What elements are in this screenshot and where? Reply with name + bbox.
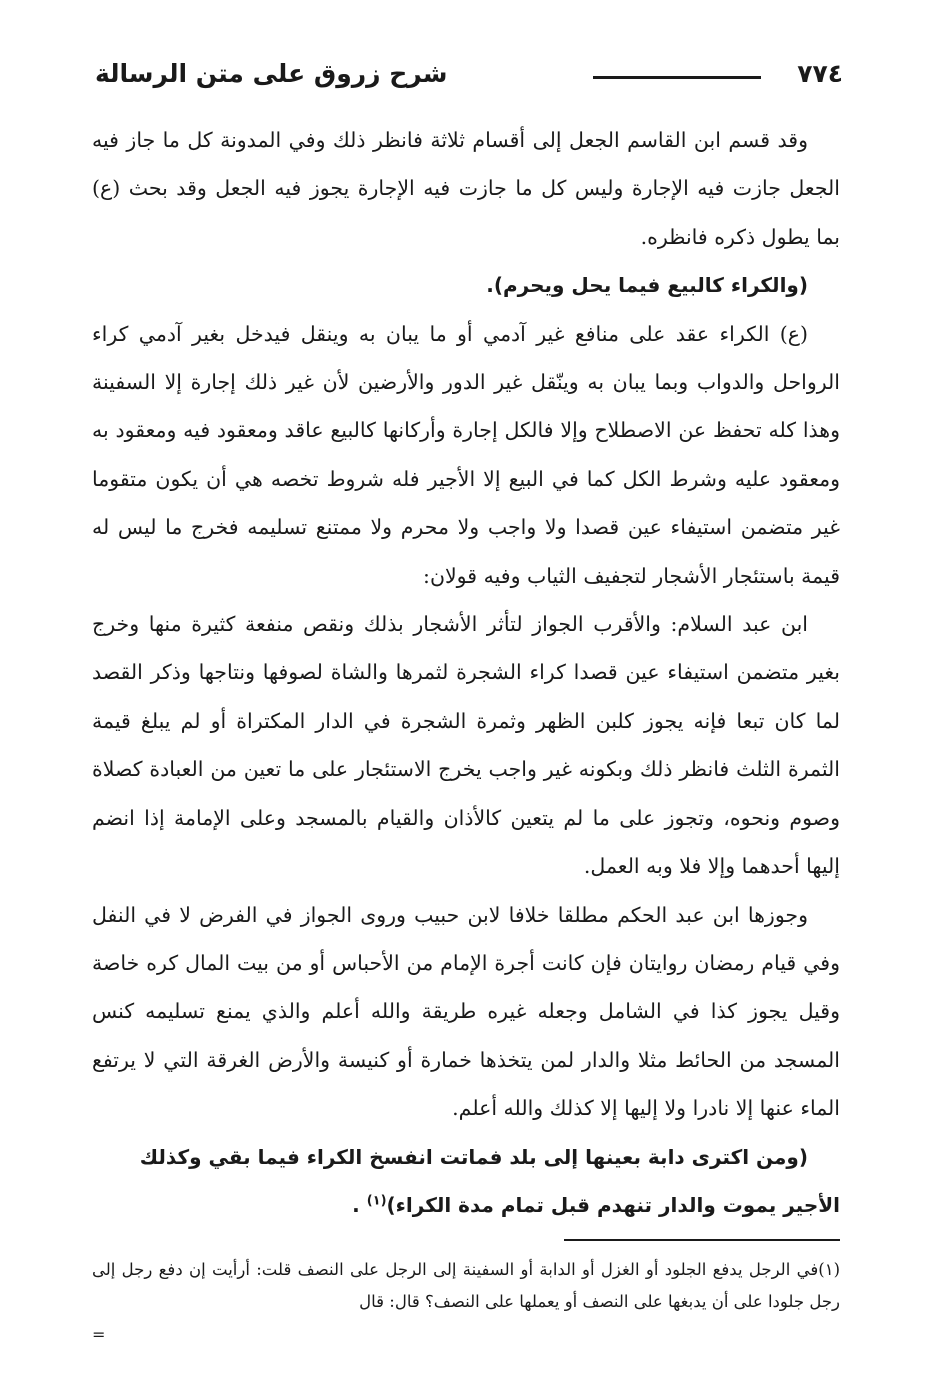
paragraph-3: ابن عبد السلام: والأقرب الجواز لتأثر الأشجار بذلك ونقص منفعة كثيرة منها وخرج بغير متضمن استيفاء عين قصدا كراء الشجرة لثمرها والشاة لصوفها ونتاجها وذكر القصد لما كان تبعا فإنه يجوز كلبن الظهر وثمرة الشجرة في الدار المكتراة أو لم يبلغ قيمة الثمرة الثلث فانظر ذلك وبكونه غير واجب يخرج الاستئجار على ما تعين من العبادة كصلاة وصوم ونحوه، وتجوز على ما لم يتعين كالأذان والقيام بالمسجد وعلى الإمامة إذا انضم إليها أحدهما وإلا فلا وبه العمل. [92,612,840,879]
footnote-reference: (١) [366,1193,387,1209]
matn-heading-2-text: (ومن اكترى دابة بعينها إلى بلد فماتت انفسخ الكراء فيما بقي وكذلك الأجير يموت والدار تنهدم قبل تمام مدة الكراء) [139,1144,840,1217]
matn-heading-2-end: . [352,1192,360,1217]
footnote-continuation-mark: = [92,1325,106,1344]
book-title: شرح زروق على متن الرسالة [95,59,448,88]
matn-heading-1: (والكراء كالبيع فيما يحل ويحرم). [486,273,808,298]
main-text [92,116,840,1229]
page-header [95,56,843,96]
footnote-1: (١)في الرجل يدفع الجلود أو الغزل أو الدابة أو السفينة إلى الرجل على النصف قلت: أرأيت إن دفع رجل إلى رجل جلودا على أن يدبغها على النصف أو يعملها على النصف؟ قال: قال [92,1260,840,1311]
paragraph-2: (ع) الكراء عقد على منافع غير آدمي أو ما يبان به وينقل فيدخل بغير آدمي كراء الرواحل والدواب وبما يبان به وينّقل غير الدور والأرضين لأن غير ذلك إجارة إلا السفينة وهذا كله تحفظ عن الاصطلاح وإلا فالكل إجارة وأركانها كالبيع عاقد ومعقود فيه ومعقود به ومعقود عليه وشرط الكل كما في البيع إلا الأجير فله شروط تخصه هي أن يكون متقوما غير متضمن استيفاء عين قصدا ولا واجب ولا محرم ولا ممتنع تسليمه فخرج ما ليس له قيمة باستئجار الأشجار لتجفيف الثياب وفيه قولان: [92,321,840,588]
paragraph-4: وجوزها ابن عبد الحكم مطلقا خلافا لابن حبيب وروى الجواز في الفرض لا في النفل وفي قيام رمضان روايتان فإن كانت أجرة الإمام من الأحباس أو من بيت المال كره خاصة وقيل يجوز كذا في الشامل وجعله غيره طريقة والله أعلم والذي يمنع تسليمه كنس المسجد من الحائط مثلا والدار لمن يتخذها خمارة أو كنيسة والأرض الغرقة التي لا يرتفع الماء عنها إلا نادرا ولا إليها إلا كذلك والله أعلم. [92,902,840,1121]
footnote-separator [564,1239,840,1241]
page-number: ٧٧٤ [797,59,843,88]
header-rule [593,76,761,79]
matn-heading-2 [92,1133,840,1230]
paragraph-1: وقد قسم ابن القاسم الجعل إلى أقسام ثلاثة فانظر ذلك وفي المدونة كل ما جاز فيه الجعل جازت فيه الإجارة وليس كل ما جازت فيه الإجارة يجوز فيه الجعل وقد بحث (ع) بما يطول ذكره فانظره. [92,128,840,249]
footnotes [92,1254,840,1318]
